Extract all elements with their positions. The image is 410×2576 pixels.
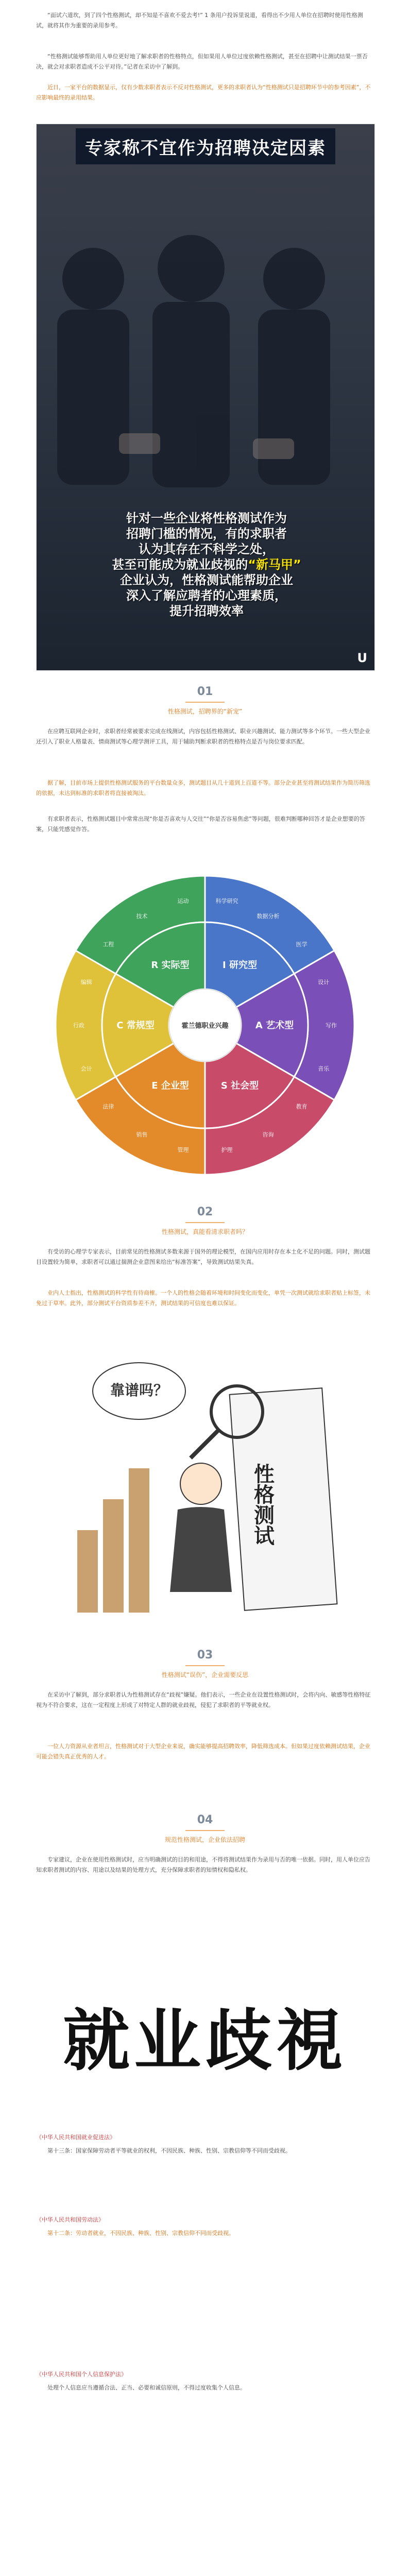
- section-4-divider: [185, 1830, 225, 1831]
- section-4-paragraph-1: 专家建议，企业在使用性格测试时，应当明确测试的目的和用途，不得将测试结果作为录用与否的唯一依据。同时，用人单位应告知求职者测试的内容、用途以及结果的处理方式，充分保障求职者的知情权和隐私权。: [36, 1856, 370, 1873]
- hero-caption-line: 认为其存在不科学之处，: [139, 542, 275, 556]
- section-3-title: 性格测试“误伤”，企业需要反思: [161, 1671, 249, 1679]
- hero-caption-line: 针对一些企业将性格测试作为: [126, 511, 287, 526]
- cartoon-illustration: [67, 1334, 345, 1633]
- section-2-title: 性格测试，真能看清求职者吗？: [161, 1228, 248, 1235]
- section-1-number: 01: [197, 685, 213, 698]
- wheel-segment-label: A 艺术型: [255, 1020, 294, 1031]
- person-head: [180, 1463, 221, 1504]
- calligraphy-text: 就业歧視: [62, 2001, 347, 2080]
- law-text-2: 第十二条：劳动者就业，不因民族、种族、性别、宗教信仰不同而受歧视。: [47, 2230, 234, 2236]
- wheel-ring-label: 护理: [221, 1146, 233, 1154]
- wheel-ring-label: 编辑: [80, 979, 92, 986]
- test-paper-title: 性格测试: [250, 1463, 275, 1546]
- wheel-ring-label: 会计: [80, 1065, 92, 1072]
- intro-paragraph-1: “面试六道坎，到了四个性格测试，却不知是不喜欢不爱去考!” 1 条用户投诉里说道，看得出不少用人单位在招聘时使用性格测试，就将其作为重要的录用参考。: [36, 12, 363, 29]
- section-1-divider: [185, 702, 225, 703]
- person-body: [170, 1507, 232, 1592]
- wheel-ring-label: 销售: [136, 1131, 148, 1139]
- law-title-1: 《中华人民共和国就业促进法》: [36, 2134, 115, 2141]
- section-2-divider: [185, 1222, 225, 1223]
- wheel-ring-label: 写作: [326, 1022, 337, 1029]
- cartoon-svg: [67, 1334, 345, 1633]
- wheel-ring-label: 工程: [102, 941, 114, 948]
- bar-chart-bar: [77, 1530, 98, 1613]
- hero-caption-line: 企业认为，性格测试能帮助企业: [120, 573, 293, 587]
- wheel-ring-label: 咨询: [262, 1131, 274, 1139]
- section-1-paragraph-1: 在应聘互联网企业时，求职者经常被要求完成在线测试，内容包括性格测试、职业兴趣测试、能力测试等多个环节。一些大型企业还引入了职业人格量表、情商测试等心理学测评工具，用于辅助判断求职者的性格特点是否与岗位要求匹配。: [36, 728, 370, 745]
- hero-caption-line: 提升招聘效率: [169, 604, 244, 618]
- wheel-ring-label: 管理: [177, 1146, 189, 1154]
- wheel-segment-label: C 常规型: [116, 1020, 155, 1031]
- wheel-ring-label: 医学: [296, 941, 308, 948]
- wheel-ring-label: 法律: [102, 1103, 114, 1110]
- wheel-ring-label: 数据分析: [257, 912, 280, 920]
- wheel-ring-label: 设计: [318, 979, 330, 986]
- intro-paragraph-3: 近日，一家平台的数据显示，仅有少数求职者表示不反对性格测试，更多的求职者认为“性格测试只是招聘环节中的参考因素”，不应影响最终的录用结果。: [36, 84, 371, 101]
- magnifier-handle: [191, 1430, 219, 1458]
- section-3-paragraph-2: 一位人力资源从业者坦言，性格测试对于大型企业来说，确实能够提高招聘效率，降低筛选成本。但如果过度依赖测试结果，企业可能会错失真正优秀的人才。: [36, 1743, 370, 1760]
- holland-wheel-svg: [36, 866, 374, 1185]
- hero-watermark: U: [357, 651, 367, 665]
- hero-caption-line: 深入了解应聘者的心理素质，: [126, 588, 287, 603]
- section-3-number: 03: [197, 1649, 213, 1662]
- wheel-ring-label: 科学研究: [215, 897, 238, 905]
- holland-wheel-figure: [36, 866, 374, 1185]
- wheel-segment-label: E 企业型: [151, 1080, 189, 1091]
- section-1-title: 性格测试，招聘界的“新宠”: [167, 708, 243, 715]
- bar-chart-bar: [103, 1499, 124, 1613]
- section-1-paragraph-3: 有求职者表示，性格测试题目中常常出现“你是否喜欢与人交往”“你是否容易焦虑”等问题，很难判断哪种回答才是企业想要的答案，只能凭感觉作答。: [36, 816, 365, 833]
- wheel-ring-label: 技术: [136, 912, 148, 920]
- wheel-ring-label: 教育: [296, 1103, 308, 1110]
- law-title-3: 《中华人民共和国个人信息保护法》: [36, 2371, 127, 2378]
- section-3-paragraph-1: 在采访中了解到，部分求职者认为性格测试存在“歧视”嫌疑。他们表示，一些企业在设置性格测试时，会将内向、敏感等性格特征视为不符合要求，这在一定程度上形成了对特定人群的就业歧视，侵犯了求职者的平等就业权。: [36, 1691, 371, 1708]
- section-2-number: 02: [197, 1206, 213, 1218]
- section-2-paragraph-1: 有受访的心理学专家表示，目前常见的性格测试多数来源于国外的理论模型，在国内应用时存在本土化不足的问题。同时，测试题目设置较为简单，求职者可以通过揣测企业意图来给出“标准答案”，导致测试结果失真。: [36, 1248, 370, 1265]
- section-4-number: 04: [197, 1814, 213, 1826]
- section-3-divider: [185, 1665, 225, 1666]
- law-title-2: 《中华人民共和国劳动法》: [36, 2216, 104, 2223]
- test-paper: [230, 1388, 337, 1611]
- hero-caption-line: 甚至可能成为就业歧视的“新马甲”: [112, 557, 301, 572]
- speech-bubble-text: 靠谱吗？: [110, 1382, 168, 1399]
- wheel-segment-label: S 社会型: [220, 1080, 259, 1091]
- section-2-paragraph-2: 业内人士指出，性格测试的科学性有待商榷。一个人的性格会随着环境和时间变化而变化，单凭一次测试就给求职者贴上标签，未免过于草率。此外，部分测试平台资质参差不齐，测试结果的可信度也难以保证。: [36, 1290, 370, 1307]
- intro-paragraph-2: “性格测试能够帮助用人单位更好地了解求职者的性格特点，但如果用人单位过度依赖性格测试，甚至在招聘中让测试结果一票否决，就会对求职者造成不公平对待。”记者在采访中了解到。: [36, 53, 368, 70]
- hero-image: [36, 124, 375, 671]
- wheel-segment-label: R 实际型: [151, 960, 190, 971]
- wheel-segment-label: I 研究型: [223, 960, 257, 971]
- wheel-ring-label: 运动: [177, 897, 189, 905]
- law-text-1: 第十三条：国家保障劳动者平等就业的权利，不因民族、种族、性别、宗教信仰等不同而受歧视。: [47, 2147, 291, 2154]
- law-text-3: 处理个人信息应当遵循合法、正当、必要和诚信原则，不得过度收集个人信息。: [47, 2384, 246, 2391]
- calligraphy-image: [36, 1968, 374, 2102]
- wheel-center-label: 霍兰德职业兴趣: [181, 1022, 229, 1030]
- hero-title: 专家称不宜作为招聘决定因素: [76, 128, 335, 164]
- hero-caption: [67, 511, 346, 619]
- wheel-ring-label: 行政: [73, 1022, 84, 1029]
- hero-caption-line: 招聘门槛的情况，有的求职者: [126, 527, 287, 541]
- section-4-title: 规范性格测试，企业依法招聘: [164, 1836, 245, 1843]
- section-1-paragraph-2: 据了解，目前市场上提供性格测试服务的平台数量众多，测试题目从几十道到上百道不等。部分企业甚至将测试结果作为简历筛选的依据，未达到标准的求职者将直接被淘汰。: [36, 779, 370, 796]
- wheel-ring-label: 音乐: [318, 1065, 330, 1072]
- bar-chart-bar: [129, 1468, 149, 1613]
